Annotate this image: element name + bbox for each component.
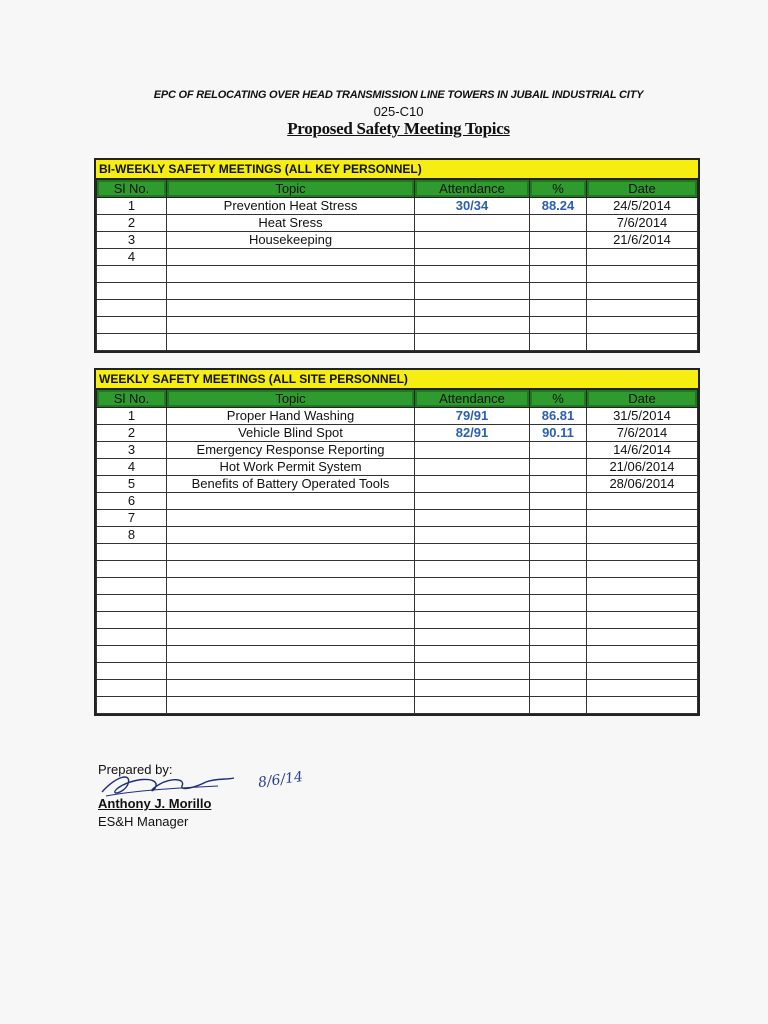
cell-topic: Benefits of Battery Operated Tools: [167, 476, 415, 493]
table-row: [97, 646, 698, 663]
cell-percent: [530, 578, 587, 595]
cell-date: 21/06/2014: [587, 459, 698, 476]
column-header-date: Date: [587, 390, 698, 408]
weekly-section: [94, 368, 700, 716]
biweekly-table: [96, 179, 698, 351]
table-row: [97, 578, 698, 595]
cell-percent: [530, 442, 587, 459]
cell-attendance: [415, 232, 530, 249]
cell-no: [97, 283, 167, 300]
column-header-attendance: Attendance: [415, 180, 530, 198]
cell-attendance: [415, 595, 530, 612]
document-code: 025-C10: [373, 104, 424, 119]
cell-topic: [167, 578, 415, 595]
table-row: [97, 510, 698, 527]
prepared-by-label: Prepared by:: [98, 762, 173, 777]
cell-attendance: [415, 578, 530, 595]
page-title: Proposed Safety Meeting Topics: [287, 119, 510, 138]
table-row: [97, 493, 698, 510]
cell-attendance: [415, 510, 530, 527]
column-header-date: Date: [587, 180, 698, 198]
cell-topic: Prevention Heat Stress: [167, 198, 415, 215]
biweekly-rows: [97, 198, 698, 351]
column-header-percent: %: [530, 180, 587, 198]
table-row: [97, 595, 698, 612]
cell-attendance: [415, 300, 530, 317]
cell-topic: [167, 612, 415, 629]
cell-attendance: [415, 476, 530, 493]
cell-percent: 88.24: [530, 198, 587, 215]
cell-topic: Vehicle Blind Spot: [167, 425, 415, 442]
cell-attendance: [415, 317, 530, 334]
weekly-table: [96, 389, 698, 714]
cell-date: [587, 283, 698, 300]
cell-no: [97, 663, 167, 680]
table-row: [97, 663, 698, 680]
cell-topic: [167, 334, 415, 351]
table-row: [97, 561, 698, 578]
cell-no: [97, 612, 167, 629]
weekly-section-title: WEEKLY SAFETY MEETINGS (ALL SITE PERSONNEL): [96, 370, 698, 389]
cell-topic: Emergency Response Reporting: [167, 442, 415, 459]
cell-topic: Hot Work Permit System: [167, 459, 415, 476]
column-header-no: Sl No.: [97, 180, 167, 198]
cell-percent: [530, 476, 587, 493]
weekly-rows: [97, 408, 698, 714]
cell-date: [587, 317, 698, 334]
cell-attendance: [415, 544, 530, 561]
biweekly-section-title: BI-WEEKLY SAFETY MEETINGS (ALL KEY PERSONNEL): [96, 160, 698, 179]
cell-no: 7: [97, 510, 167, 527]
cell-no: [97, 300, 167, 317]
cell-percent: [530, 561, 587, 578]
signature-date: 8/6/14: [257, 768, 304, 792]
cell-date: [587, 646, 698, 663]
cell-date: [587, 612, 698, 629]
cell-percent: [530, 612, 587, 629]
cell-no: [97, 266, 167, 283]
cell-percent: [530, 680, 587, 697]
table-row: [97, 629, 698, 646]
cell-attendance: 30/34: [415, 198, 530, 215]
cell-date: [587, 334, 698, 351]
cell-topic: [167, 283, 415, 300]
cell-percent: [530, 697, 587, 714]
cell-topic: [167, 697, 415, 714]
cell-topic: [167, 493, 415, 510]
cell-percent: [530, 283, 587, 300]
table-row: [97, 425, 698, 442]
cell-date: [587, 561, 698, 578]
column-header-attendance: Attendance: [415, 390, 530, 408]
signature-image: [98, 766, 238, 800]
cell-date: 24/5/2014: [587, 198, 698, 215]
cell-topic: [167, 317, 415, 334]
cell-percent: [530, 215, 587, 232]
cell-date: [587, 680, 698, 697]
table-row: [97, 300, 698, 317]
cell-attendance: [415, 442, 530, 459]
cell-topic: [167, 595, 415, 612]
table-row: [97, 544, 698, 561]
cell-date: 14/6/2014: [587, 442, 698, 459]
cell-no: [97, 561, 167, 578]
table-row: [97, 283, 698, 300]
cell-date: 31/5/2014: [587, 408, 698, 425]
cell-no: 6: [97, 493, 167, 510]
cell-topic: [167, 680, 415, 697]
cell-no: 8: [97, 527, 167, 544]
cell-date: [587, 629, 698, 646]
column-header-percent: %: [530, 390, 587, 408]
cell-no: [97, 629, 167, 646]
cell-attendance: [415, 283, 530, 300]
preparer-name: Anthony J. Morillo: [98, 796, 212, 811]
cell-topic: [167, 629, 415, 646]
cell-topic: [167, 249, 415, 266]
cell-topic: [167, 561, 415, 578]
cell-topic: [167, 510, 415, 527]
cell-topic: Proper Hand Washing: [167, 408, 415, 425]
cell-percent: [530, 663, 587, 680]
table-row: [97, 459, 698, 476]
cell-attendance: [415, 646, 530, 663]
cell-no: [97, 595, 167, 612]
cell-date: 7/6/2014: [587, 425, 698, 442]
table-row: [97, 215, 698, 232]
cell-date: [587, 697, 698, 714]
cell-no: 3: [97, 442, 167, 459]
cell-date: [587, 249, 698, 266]
preparer-role: ES&H Manager: [98, 814, 189, 829]
cell-date: [587, 493, 698, 510]
cell-attendance: [415, 266, 530, 283]
cell-no: [97, 578, 167, 595]
biweekly-section: [94, 158, 700, 353]
cell-no: 4: [97, 249, 167, 266]
cell-date: [587, 595, 698, 612]
cell-percent: [530, 249, 587, 266]
column-header-topic: Topic: [167, 180, 415, 198]
cell-date: [587, 544, 698, 561]
table-row: [97, 249, 698, 266]
cell-topic: [167, 300, 415, 317]
cell-attendance: [415, 697, 530, 714]
cell-attendance: [415, 334, 530, 351]
cell-date: 28/06/2014: [587, 476, 698, 493]
cell-percent: [530, 266, 587, 283]
cell-percent: [530, 646, 587, 663]
cell-date: [587, 300, 698, 317]
cell-percent: [530, 595, 587, 612]
table-row: [97, 198, 698, 215]
project-title: EPC OF RELOCATING OVER HEAD TRANSMISSION LINE TOWERS IN JUBAIL INDUSTRIAL CITY: [153, 89, 644, 101]
cell-attendance: [415, 459, 530, 476]
cell-attendance: [415, 527, 530, 544]
table-row: [97, 476, 698, 493]
cell-no: [97, 697, 167, 714]
cell-percent: [530, 510, 587, 527]
weekly-header-row: [97, 390, 698, 408]
table-row: [97, 232, 698, 249]
cell-attendance: [415, 249, 530, 266]
cell-topic: Heat Sress: [167, 215, 415, 232]
cell-date: [587, 663, 698, 680]
cell-percent: [530, 527, 587, 544]
cell-attendance: [415, 663, 530, 680]
cell-percent: [530, 317, 587, 334]
table-row: [97, 266, 698, 283]
cell-attendance: [415, 493, 530, 510]
cell-no: 4: [97, 459, 167, 476]
cell-no: [97, 646, 167, 663]
cell-percent: [530, 459, 587, 476]
cell-attendance: [415, 215, 530, 232]
cell-percent: 90.11: [530, 425, 587, 442]
cell-no: 5: [97, 476, 167, 493]
cell-no: [97, 680, 167, 697]
cell-topic: [167, 646, 415, 663]
cell-percent: [530, 300, 587, 317]
table-row: [97, 317, 698, 334]
table-row: [97, 442, 698, 459]
cell-no: 2: [97, 425, 167, 442]
table-row: [97, 680, 698, 697]
cell-attendance: [415, 561, 530, 578]
biweekly-header-row: [97, 180, 698, 198]
table-row: [97, 334, 698, 351]
table-row: [97, 697, 698, 714]
cell-attendance: [415, 612, 530, 629]
cell-attendance: [415, 680, 530, 697]
cell-percent: 86.81: [530, 408, 587, 425]
cell-percent: [530, 544, 587, 561]
cell-no: [97, 544, 167, 561]
cell-percent: [530, 629, 587, 646]
column-header-no: Sl No.: [97, 390, 167, 408]
cell-percent: [530, 493, 587, 510]
cell-percent: [530, 232, 587, 249]
cell-attendance: 82/91: [415, 425, 530, 442]
table-row: [97, 612, 698, 629]
cell-date: [587, 266, 698, 283]
cell-date: [587, 578, 698, 595]
cell-no: 3: [97, 232, 167, 249]
cell-date: 7/6/2014: [587, 215, 698, 232]
cell-topic: [167, 663, 415, 680]
cell-no: [97, 317, 167, 334]
cell-percent: [530, 334, 587, 351]
cell-no: 1: [97, 198, 167, 215]
cell-no: [97, 334, 167, 351]
cell-attendance: [415, 629, 530, 646]
cell-date: [587, 527, 698, 544]
cell-no: 2: [97, 215, 167, 232]
table-row: [97, 527, 698, 544]
cell-topic: [167, 266, 415, 283]
cell-topic: [167, 544, 415, 561]
cell-date: 21/6/2014: [587, 232, 698, 249]
cell-topic: [167, 527, 415, 544]
cell-attendance: 79/91: [415, 408, 530, 425]
cell-date: [587, 510, 698, 527]
table-row: [97, 408, 698, 425]
cell-topic: Housekeeping: [167, 232, 415, 249]
cell-no: 1: [97, 408, 167, 425]
column-header-topic: Topic: [167, 390, 415, 408]
